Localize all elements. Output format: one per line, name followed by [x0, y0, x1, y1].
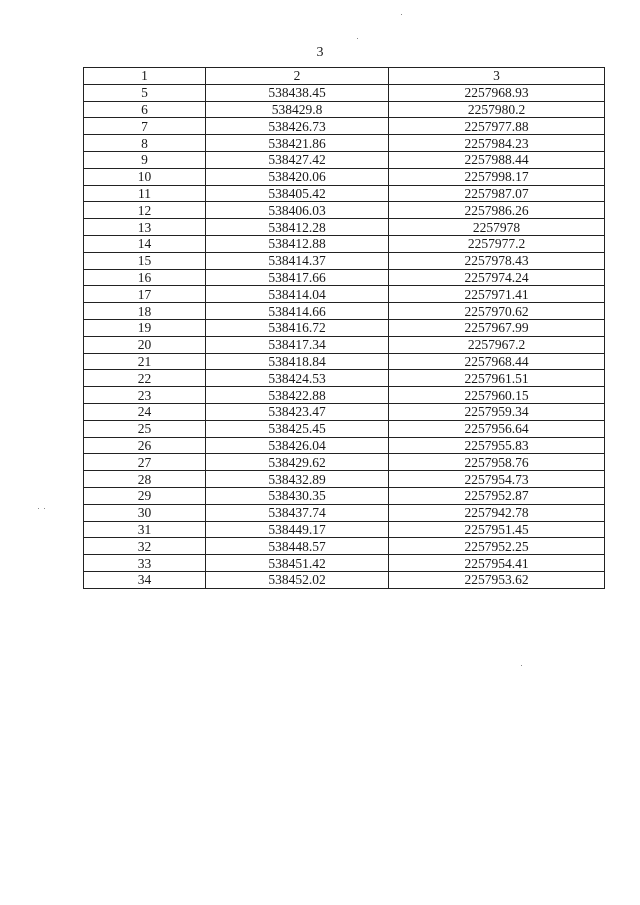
point-number-cell: 27 — [84, 454, 206, 471]
point-number-cell: 31 — [84, 521, 206, 538]
y-coordinate-cell: 2257968.93 — [389, 84, 605, 101]
point-number-cell: 26 — [84, 437, 206, 454]
x-coordinate-cell: 538451.42 — [206, 555, 389, 572]
point-number-cell: 8 — [84, 135, 206, 152]
table-row — [84, 471, 605, 488]
table-row — [84, 319, 605, 336]
y-coordinate-cell: 2257967.2 — [389, 336, 605, 353]
y-coordinate-cell: 2257978 — [389, 219, 605, 236]
table-body — [84, 68, 605, 589]
point-number-cell: 13 — [84, 219, 206, 236]
table-row — [84, 403, 605, 420]
x-coordinate-cell: 538420.06 — [206, 168, 389, 185]
point-number-cell: 11 — [84, 185, 206, 202]
scan-speck — [38, 508, 39, 509]
x-coordinate-cell: 538427.42 — [206, 151, 389, 168]
point-number-cell: 24 — [84, 403, 206, 420]
point-number-cell: 30 — [84, 504, 206, 521]
point-number-cell: 19 — [84, 319, 206, 336]
table-row — [84, 252, 605, 269]
table-row — [84, 303, 605, 320]
y-coordinate-cell: 2257988.44 — [389, 151, 605, 168]
point-number-cell: 6 — [84, 101, 206, 118]
x-coordinate-cell: 538426.73 — [206, 118, 389, 135]
x-coordinate-cell: 538438.45 — [206, 84, 389, 101]
y-coordinate-cell: 2257958.76 — [389, 454, 605, 471]
table-row — [84, 168, 605, 185]
table-row — [84, 454, 605, 471]
table-row — [84, 437, 605, 454]
point-number-cell: 20 — [84, 336, 206, 353]
x-coordinate-cell: 538405.42 — [206, 185, 389, 202]
point-number-cell: 12 — [84, 202, 206, 219]
table-row — [84, 353, 605, 370]
point-number-cell: 28 — [84, 471, 206, 488]
x-coordinate-cell: 538452.02 — [206, 571, 389, 588]
table-row — [84, 269, 605, 286]
y-coordinate-cell: 2257980.2 — [389, 101, 605, 118]
point-number-cell: 29 — [84, 487, 206, 504]
header-cell-3: 3 — [389, 68, 605, 85]
x-coordinate-cell: 538406.03 — [206, 202, 389, 219]
y-coordinate-cell: 2257956.64 — [389, 420, 605, 437]
y-coordinate-cell: 2257977.2 — [389, 235, 605, 252]
x-coordinate-cell: 538425.45 — [206, 420, 389, 437]
y-coordinate-cell: 2257961.51 — [389, 370, 605, 387]
x-coordinate-cell: 538424.53 — [206, 370, 389, 387]
y-coordinate-cell: 2257953.62 — [389, 571, 605, 588]
y-coordinate-cell: 2257998.17 — [389, 168, 605, 185]
table-row — [84, 504, 605, 521]
y-coordinate-cell: 2257967.99 — [389, 319, 605, 336]
y-coordinate-cell: 2257952.25 — [389, 538, 605, 555]
table-row — [84, 118, 605, 135]
point-number-cell: 22 — [84, 370, 206, 387]
x-coordinate-cell: 538448.57 — [206, 538, 389, 555]
x-coordinate-cell: 538423.47 — [206, 403, 389, 420]
x-coordinate-cell: 538418.84 — [206, 353, 389, 370]
x-coordinate-cell: 538432.89 — [206, 471, 389, 488]
point-number-cell: 33 — [84, 555, 206, 572]
x-coordinate-cell: 538437.74 — [206, 504, 389, 521]
table-row — [84, 101, 605, 118]
x-coordinate-cell: 538412.28 — [206, 219, 389, 236]
y-coordinate-cell: 2257977.88 — [389, 118, 605, 135]
y-coordinate-cell: 2257974.24 — [389, 269, 605, 286]
y-coordinate-cell: 2257960.15 — [389, 387, 605, 404]
table-row — [84, 487, 605, 504]
table-row — [84, 387, 605, 404]
table-row — [84, 151, 605, 168]
x-coordinate-cell: 538412.88 — [206, 235, 389, 252]
table-row — [84, 336, 605, 353]
y-coordinate-cell: 2257955.83 — [389, 437, 605, 454]
y-coordinate-cell: 2257952.87 — [389, 487, 605, 504]
table-row — [84, 420, 605, 437]
y-coordinate-cell: 2257959.34 — [389, 403, 605, 420]
x-coordinate-cell: 538414.37 — [206, 252, 389, 269]
x-coordinate-cell: 538417.66 — [206, 269, 389, 286]
table-row — [84, 84, 605, 101]
y-coordinate-cell: 2257971.41 — [389, 286, 605, 303]
point-number-cell: 10 — [84, 168, 206, 185]
y-coordinate-cell: 2257970.62 — [389, 303, 605, 320]
point-number-cell: 25 — [84, 420, 206, 437]
scan-speck — [44, 508, 45, 509]
table-row — [84, 555, 605, 572]
header-cell-1: 1 — [84, 68, 206, 85]
point-number-cell: 7 — [84, 118, 206, 135]
table-row — [84, 538, 605, 555]
table-row — [84, 185, 605, 202]
table-row — [84, 235, 605, 252]
x-coordinate-cell: 538429.8 — [206, 101, 389, 118]
y-coordinate-cell: 2257942.78 — [389, 504, 605, 521]
table-row — [84, 135, 605, 152]
page-number: 3 — [316, 45, 324, 60]
x-coordinate-cell: 538421.86 — [206, 135, 389, 152]
header-cell-2: 2 — [206, 68, 389, 85]
point-number-cell: 21 — [84, 353, 206, 370]
table-row — [84, 521, 605, 538]
point-number-cell: 16 — [84, 269, 206, 286]
y-coordinate-cell: 2257987.07 — [389, 185, 605, 202]
table-row — [84, 202, 605, 219]
point-number-cell: 15 — [84, 252, 206, 269]
x-coordinate-cell: 538416.72 — [206, 319, 389, 336]
x-coordinate-cell: 538414.66 — [206, 303, 389, 320]
table-row — [84, 286, 605, 303]
scan-speck — [521, 665, 522, 666]
point-number-cell: 18 — [84, 303, 206, 320]
y-coordinate-cell: 2257978.43 — [389, 252, 605, 269]
y-coordinate-cell: 2257954.73 — [389, 471, 605, 488]
point-number-cell: 9 — [84, 151, 206, 168]
point-number-cell: 17 — [84, 286, 206, 303]
point-number-cell: 34 — [84, 571, 206, 588]
coordinates-table — [83, 67, 605, 589]
y-coordinate-cell: 2257984.23 — [389, 135, 605, 152]
x-coordinate-cell: 538414.04 — [206, 286, 389, 303]
y-coordinate-cell: 2257986.26 — [389, 202, 605, 219]
table-row — [84, 571, 605, 588]
point-number-cell: 14 — [84, 235, 206, 252]
point-number-cell: 5 — [84, 84, 206, 101]
x-coordinate-cell: 538422.88 — [206, 387, 389, 404]
scan-speck — [401, 14, 402, 15]
x-coordinate-cell: 538429.62 — [206, 454, 389, 471]
table-row — [84, 370, 605, 387]
x-coordinate-cell: 538430.35 — [206, 487, 389, 504]
table-row — [84, 219, 605, 236]
point-number-cell: 23 — [84, 387, 206, 404]
y-coordinate-cell: 2257954.41 — [389, 555, 605, 572]
table-header-row — [84, 68, 605, 85]
x-coordinate-cell: 538449.17 — [206, 521, 389, 538]
y-coordinate-cell: 2257968.44 — [389, 353, 605, 370]
y-coordinate-cell: 2257951.45 — [389, 521, 605, 538]
point-number-cell: 32 — [84, 538, 206, 555]
scan-speck — [357, 38, 358, 39]
x-coordinate-cell: 538417.34 — [206, 336, 389, 353]
x-coordinate-cell: 538426.04 — [206, 437, 389, 454]
